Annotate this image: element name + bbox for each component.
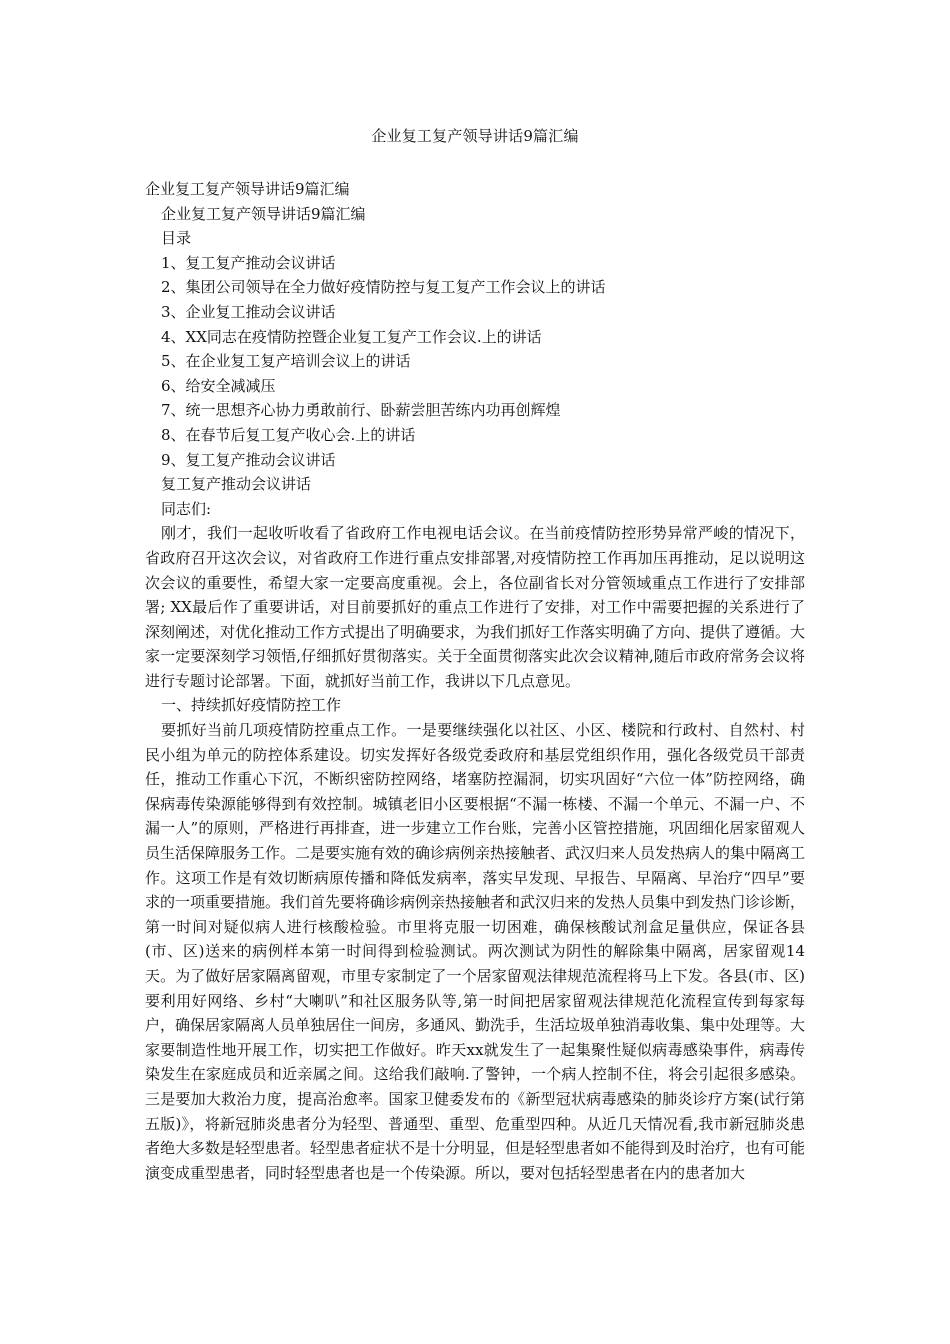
toc-item: 7、统一思想齐心协力勇敢前行、卧薪尝胆苦练内功再创辉煌 [161, 401, 561, 420]
toc-item: 3、企业复工推动会议讲话 [161, 302, 336, 321]
body-paragraph: 要抓好当前几项疫情防控重点工作。一是要继续强化以社区、小区、楼院和行政村、自然村、村民小组为单元的防控体系建设。切实发挥好各级党委政府和基层党组织作用，强化各级党员干部责任，推动工作重心下沉，不断织密防控网络，堵塞防控漏洞，切实巩固好“六位一体”防控网络，确保病毒传染源能够得到有效控制。城镇老旧小区要根据“不漏一栋楼、不漏一个单元、不漏一户、不漏一人”的原则，严格进行再排查，进一步建立工作台账，完善小区管控措施，巩固细化居家留观人员生活保障服务工作。二是要实施有效的确诊病例亲热接触者、武汉归来人员发热病人的集中隔离工作。这项工作是有效切断病原传播和降低发病率，落实早发现、早报告、早隔离、早治疗“四早”要求的一项重要措施。我们首先要将确诊病例亲热接触者和武汉归来的发热人员集中到发热门诊诊断，第一时间对疑似病人进行核酸检验。市里将克服一切困难，确保核酸试剂盒足量供应，保证各县(市、区)送来的病例样本第一时间得到检验测试。两次测试为阴性的解除集中隔离，居家留观14天。为了做好居家隔离留观，市里专家制定了一个居家留观法律规范流程将马上下发。各县(市、区)要利用好网络、乡村“大喇叭”和社区服务队等,第一时间把居家留观法律规范化流程宣传到每家每户，确保居家隔离人员单独居住一间房，多通风、勤洗手，生活垃圾单独消毒收集、集中处理等。大家要制造性地开展工作，切实把工作做好。昨天xx就发生了一起集聚性疑似病毒感染事件，病毒传染发生在家庭成员和近亲属之间。这给我们敲响.了警钟，一个病人控制不住，将会引起很多感染。三是要加大救治力度，提高治愈率。国家卫健委发布的《新型冠状病毒感染的肺炎诊疗方案(试行第五版)》，将新冠肺炎患者分为轻型、普通型、重型、危重型四种。从近几天情况看,我市新冠肺炎患者绝大多数是轻型患者。轻型患者症状不是十分明显，但是轻型患者如不能得到及时治疗，也有可能演变成重型患者，同时轻型患者也是一个传染源。所以，要对包括轻型患者在内的患者加大 [145, 721, 806, 1182]
toc-item: 9、复工复产推动会议讲话 [161, 450, 336, 469]
toc-item: 5、在企业复工复产培训会议上的讲话 [161, 352, 411, 371]
toc-item: 1、复工复产推动会议讲话 [161, 253, 336, 272]
subsection-heading: 一、持续抓好疫情防控工作 [161, 696, 342, 715]
toc-item: 6、给安全减减压 [161, 376, 276, 395]
body-paragraph: 刚才，我们一起收听收看了省政府工作电视电话会议。在当前疫情防控形势异常严峻的情况下，省政府召开这次会议，对省政府工作进行重点安排部署,对疫情防控工作再加压再推动，足以说明这次会议的重要性，希望大家一定要高度重视。会上，各位副省长对分管领域重点工作进行了安排部署; XX最后作了重要讲话，对目前要抓好的重点工作进行了安排，对工作中需要把握的关系进行了深刻阐述，对优化推动工作方式提出了明确要求，为我们抓好工作落实明确了方向、提供了遵循。大家一定要深刻学习领悟,仔细抓好贯彻落实。关于全面贯彻落实此次会议精神,随后市政府常务会议将进行专题讨论部署。下面，就抓好当前工作，我讲以下几点意见。 [145, 524, 806, 690]
heading-line: 企业复工复产领导讲话9篇汇编 [145, 180, 350, 198]
toc-item: 2、集团公司领导在全力做好疫情防控与复工复产工作会议上的讲话 [161, 278, 606, 297]
salutation: 同志们: [161, 499, 212, 518]
toc-item: 8、在春节后复工复产收心会.上的讲话 [161, 425, 416, 444]
subheading-line: 企业复工复产领导讲话9篇汇编 [161, 204, 366, 223]
section-title: 复工复产推动会议讲话 [161, 475, 312, 494]
document-body [145, 177, 805, 1185]
toc-label: 目录 [161, 229, 192, 248]
document-title: 企业复工复产领导讲话9篇汇编 [371, 127, 579, 145]
toc-item: 4、XX同志在疫情防控暨企业复工复产工作会议.上的讲话 [161, 327, 542, 346]
